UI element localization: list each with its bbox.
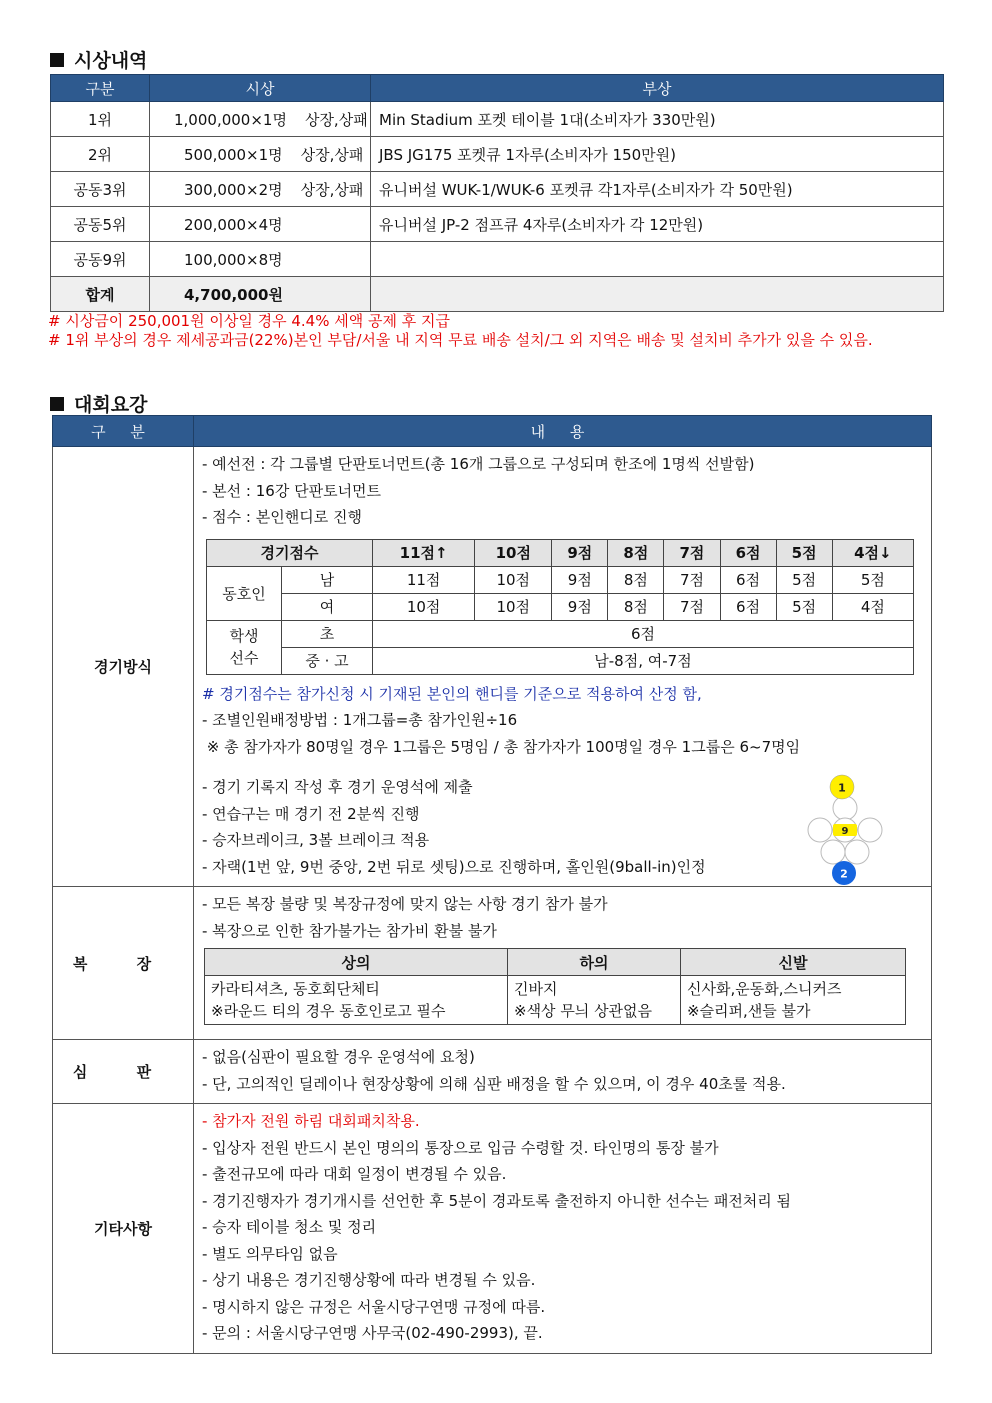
score-col: 4점↓ bbox=[832, 539, 913, 566]
rank-cell: 공동9위 bbox=[51, 242, 150, 277]
prize-cell bbox=[150, 172, 371, 207]
awards-section-title bbox=[50, 46, 147, 73]
prize-cell bbox=[150, 242, 371, 277]
etc-line: - 승자 테이블 청소 및 정리 bbox=[202, 1218, 377, 1236]
dress-bottom-cell bbox=[508, 976, 681, 1025]
format-line: - 연습구는 매 경기 전 2분씩 진행 bbox=[202, 804, 420, 823]
score-col: 11점↑ bbox=[373, 539, 475, 566]
table-row bbox=[51, 207, 944, 242]
header-category: 구 분 bbox=[53, 416, 194, 447]
score-col: 8점 bbox=[608, 539, 664, 566]
format-line: - 조별인원배정방법 : 1개그룹=총 참가인원÷16 bbox=[202, 711, 518, 729]
score-header-row bbox=[207, 539, 914, 566]
score-cell: 6점 bbox=[720, 566, 776, 593]
rank-cell: 공동5위 bbox=[51, 207, 150, 242]
club-label: 동호인 bbox=[207, 566, 282, 620]
prize-cell bbox=[150, 102, 371, 137]
female-label: 여 bbox=[282, 593, 373, 620]
etc-line: - 경기진행자가 경기개시를 선언한 후 5분이 경과토록 출전하지 아니한 선수는 패전처리 됨 bbox=[202, 1191, 792, 1210]
square-bullet-icon bbox=[50, 53, 64, 67]
dress-line: - 모든 복장 불량 및 복장규정에 맞지 않는 사항 경기 참가 불가 bbox=[202, 895, 608, 913]
dress-shoes-cell bbox=[681, 976, 906, 1025]
tax-note: # 시상금이 250,001원 이상일 경우 4.4% 세액 공제 후 지급 bbox=[48, 312, 450, 330]
secondary-label: 중 · 고 bbox=[282, 647, 373, 674]
score-cell: 9점 bbox=[552, 566, 608, 593]
total-row bbox=[51, 277, 944, 312]
dress-shoes-2: ※슬리퍼,샌들 불가 bbox=[687, 1002, 811, 1020]
gift-cell: Min Stadium 포켓 테이블 1대(소비자가 330만원) bbox=[371, 102, 944, 137]
score-cell: 7점 bbox=[664, 566, 720, 593]
etc-line: - 출전규모에 따라 대회 일정이 변경될 수 있음. bbox=[202, 1165, 507, 1183]
etc-label: 기타사항 bbox=[53, 1104, 194, 1354]
score-col: 5점 bbox=[776, 539, 832, 566]
prize-cell bbox=[150, 137, 371, 172]
score-cell: 5점 bbox=[776, 566, 832, 593]
gift-cell: 유니버설 WUK-1/WUK-6 포켓큐 각1자루(소비자가 각 50만원) bbox=[371, 172, 944, 207]
total-label: 합계 bbox=[51, 277, 150, 312]
dress-header-row bbox=[205, 949, 906, 976]
awards-table bbox=[50, 74, 944, 312]
header-gift: 부상 bbox=[371, 75, 944, 102]
score-cell: 10점 bbox=[373, 593, 475, 620]
dress-top-2: ※라운드 티의 경우 동호인로고 필수 bbox=[211, 1002, 446, 1020]
score-cell: 10점 bbox=[475, 566, 552, 593]
student-label-2: 선수 bbox=[229, 649, 259, 667]
prize-amount: 1,000,000×1명 bbox=[174, 110, 287, 129]
ball-9-number: 9 bbox=[841, 826, 849, 837]
rack-ball-outline bbox=[845, 840, 869, 864]
score-female-row bbox=[207, 593, 914, 620]
award-type: 상장,상패 bbox=[300, 145, 364, 164]
square-bullet-icon bbox=[50, 397, 64, 411]
student-label bbox=[207, 620, 282, 674]
award-type: 상장,상패 bbox=[300, 180, 364, 199]
score-cell: 11점 bbox=[373, 566, 475, 593]
rules-section-title bbox=[50, 390, 147, 417]
award-type: 상장,상패 bbox=[304, 110, 368, 129]
prize-cell bbox=[150, 207, 371, 242]
score-secondary-row bbox=[207, 647, 914, 674]
prize-amount: 200,000×4명 bbox=[184, 215, 283, 234]
header-prize: 시상 bbox=[150, 75, 371, 102]
score-cell: 7점 bbox=[664, 593, 720, 620]
dress-content bbox=[194, 887, 932, 1040]
score-cell: 6점 bbox=[720, 593, 776, 620]
score-cell: 8점 bbox=[608, 593, 664, 620]
etc-line: - 상기 내용은 경기진행상황에 따라 변경될 수 있음. bbox=[202, 1271, 536, 1289]
elementary-label: 초 bbox=[282, 620, 373, 647]
score-cell: 4점 bbox=[832, 593, 913, 620]
dress-top-cell bbox=[205, 976, 508, 1025]
etc-line: - 별도 의무타임 없음 bbox=[202, 1244, 338, 1263]
dress-label: 복 장 bbox=[53, 887, 194, 1040]
format-line: - 점수 : 본인핸디로 진행 bbox=[202, 508, 362, 526]
etc-line: - 문의 : 서울시당구연맹 사무국(02-490-2993), 끝. bbox=[202, 1324, 543, 1342]
score-cell: 9점 bbox=[552, 593, 608, 620]
table-row bbox=[51, 102, 944, 137]
table-row bbox=[51, 137, 944, 172]
referee-line: - 없음(심판이 필요할 경우 운영석에 요청) bbox=[202, 1048, 475, 1066]
dress-line: - 복장으로 인한 참가불가는 참가비 환불 불가 bbox=[202, 921, 497, 940]
table-row bbox=[51, 172, 944, 207]
rack-ball-outline bbox=[808, 818, 832, 842]
score-col: 6점 bbox=[720, 539, 776, 566]
total-value: 4,700,000원 bbox=[150, 277, 371, 312]
prize-amount: 300,000×2명 bbox=[184, 180, 283, 199]
ball-2-number: 2 bbox=[840, 867, 848, 881]
dress-header-shoes: 신발 bbox=[681, 949, 906, 976]
etc-line: - 명시하지 않은 규정은 서울시당구연맹 규정에 따름. bbox=[202, 1297, 546, 1316]
format-line: - 승자브레이크, 3볼 브레이크 적용 bbox=[202, 831, 430, 849]
format-label: 경기방식 bbox=[53, 447, 194, 887]
score-col: 7점 bbox=[664, 539, 720, 566]
score-header-label: 경기점수 bbox=[207, 539, 373, 566]
score-cell: 5점 bbox=[776, 593, 832, 620]
student-label-1: 학생 bbox=[229, 627, 259, 645]
rank-cell: 2위 bbox=[51, 137, 150, 172]
format-line: ※ 총 참가자가 80명일 경우 1그룹은 5명임 / 총 참가자가 100명일 경우 1그룹은 6~7명임 bbox=[202, 737, 801, 756]
etc-line-red: - 참가자 전원 하림 대회패치착용. bbox=[202, 1112, 420, 1130]
score-male-row bbox=[207, 566, 914, 593]
ball-1-number: 1 bbox=[838, 781, 846, 795]
male-label: 남 bbox=[282, 566, 373, 593]
score-col: 10점 bbox=[475, 539, 552, 566]
rack-ball-outline bbox=[821, 840, 845, 864]
referee-label: 심 판 bbox=[53, 1040, 194, 1104]
score-note: # 경기점수는 참가신청 시 기재된 본인의 핸디를 기준으로 적용하여 산정 함, bbox=[202, 684, 702, 703]
elementary-score: 6점 bbox=[373, 620, 914, 647]
dress-shoes-1: 신사화,운동화,스니커즈 bbox=[687, 980, 842, 998]
dress-header-bottom: 하의 bbox=[508, 949, 681, 976]
format-line: - 예선전 : 각 그룹별 단판토너먼트(총 16개 그룹으로 구성되며 한조에 1명씩 선발함) bbox=[202, 455, 755, 473]
total-empty-cell bbox=[371, 277, 944, 312]
gift-cell: 유니버설 JP-2 점프큐 4자루(소비자가 각 12만원) bbox=[371, 207, 944, 242]
dress-bottom-1: 긴바지 bbox=[514, 980, 558, 998]
awards-header-row bbox=[51, 75, 944, 102]
dress-table bbox=[204, 948, 906, 1025]
rank-cell: 공동3위 bbox=[51, 172, 150, 207]
rules-header-row bbox=[53, 416, 932, 447]
dress-body-row bbox=[205, 976, 906, 1025]
referee-row bbox=[53, 1040, 932, 1104]
etc-row bbox=[53, 1104, 932, 1354]
secondary-score: 남-8점, 여-7점 bbox=[373, 647, 914, 674]
prize-amount: 100,000×8명 bbox=[184, 250, 283, 269]
score-cell: 5점 bbox=[832, 566, 913, 593]
score-elementary-row bbox=[207, 620, 914, 647]
rules-title: 대회요강 bbox=[74, 394, 148, 416]
score-table bbox=[206, 539, 914, 675]
dress-header-top: 상의 bbox=[205, 949, 508, 976]
gift-cell: JBS JG175 포켓큐 1자루(소비자가 150만원) bbox=[371, 137, 944, 172]
table-row bbox=[51, 242, 944, 277]
rack-ball-outline bbox=[833, 796, 857, 820]
delivery-note: # 1위 부상의 경우 제세공과금(22%)본인 부담/서울 내 지역 무료 배송 설치/그 외 지역은 배송 및 설치비 추가가 있을 수 있음. bbox=[48, 331, 873, 349]
header-content: 내 용 bbox=[194, 416, 932, 447]
dress-row bbox=[53, 887, 932, 1040]
referee-content bbox=[194, 1040, 932, 1104]
awards-title: 시상내역 bbox=[74, 50, 148, 72]
etc-line: - 입상자 전원 반드시 본인 명의의 통장으로 입금 수령할 것. 타인명의 통장 불가 bbox=[202, 1138, 719, 1157]
gift-cell bbox=[371, 242, 944, 277]
dress-bottom-2: ※색상 무늬 상관없음 bbox=[514, 1002, 653, 1020]
rank-cell: 1위 bbox=[51, 102, 150, 137]
score-cell: 8점 bbox=[608, 566, 664, 593]
format-line: - 경기 기록지 작성 후 경기 운영석에 제출 bbox=[202, 778, 473, 796]
format-line: - 본선 : 16강 단판토너먼트 bbox=[202, 481, 382, 500]
rack-diagram bbox=[800, 772, 890, 890]
header-rank: 구분 bbox=[51, 75, 150, 102]
dress-top-1: 카라티셔츠, 동호회단체티 bbox=[211, 980, 380, 998]
rack-ball-outline bbox=[858, 818, 882, 842]
etc-content bbox=[194, 1104, 932, 1354]
referee-line: - 단, 고의적인 딜레이나 현장상황에 의해 심판 배정을 할 수 있으며, 이 경우 40초룰 적용. bbox=[202, 1074, 786, 1093]
score-cell: 10점 bbox=[475, 593, 552, 620]
prize-amount: 500,000×1명 bbox=[184, 145, 283, 164]
format-line: - 자랙(1번 앞, 9번 중앙, 2번 뒤로 셋팅)으로 진행하며, 홀인원(9ball-in)인정 bbox=[202, 857, 706, 876]
score-col: 9점 bbox=[552, 539, 608, 566]
